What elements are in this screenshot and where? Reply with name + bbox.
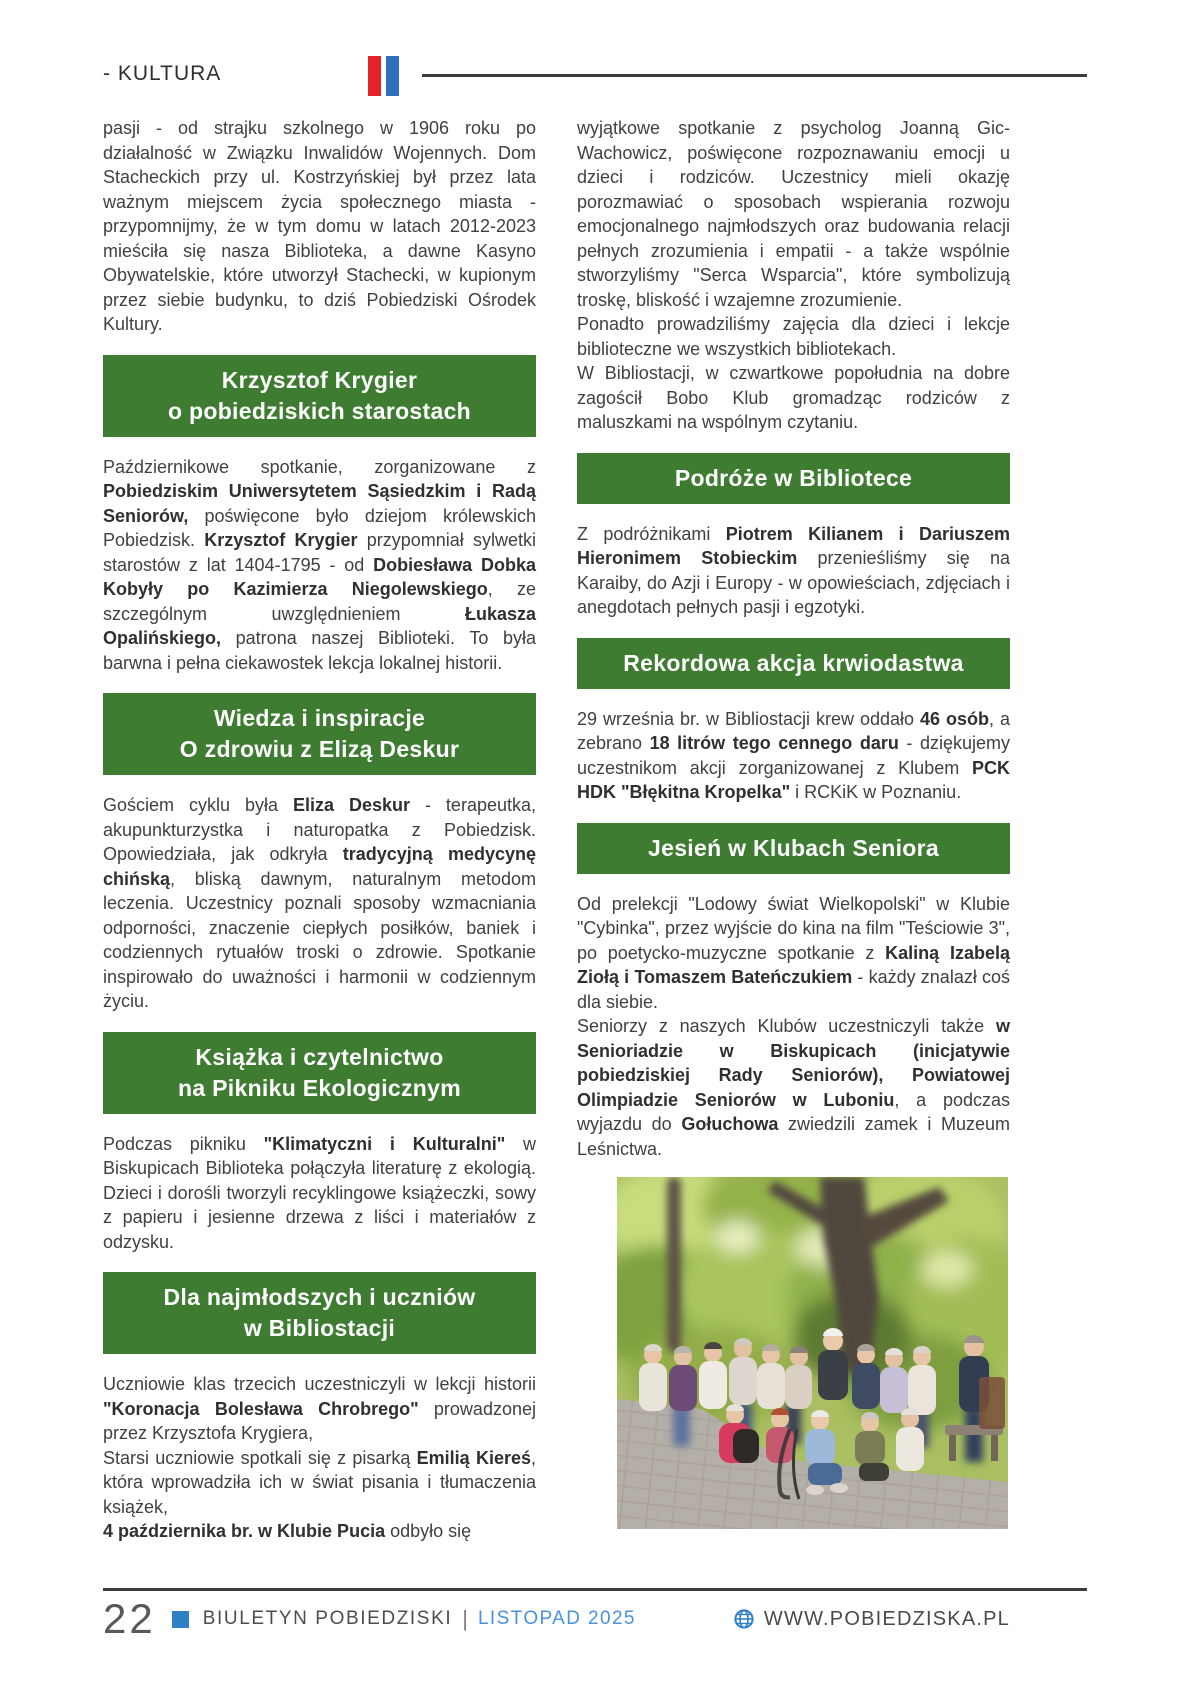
footer-square-icon (172, 1611, 189, 1628)
section-heading: Jesień w Klubach Seniora (577, 823, 1010, 874)
section-heading: Wiedza i inspiracje O zdrowiu z Elizą Deskur (103, 693, 536, 775)
article-paragraph: pasji - od strajku szkolnego w 1906 roku po działalność w Związku Inwalidów Wojennych. Dom Stacheckich przy ul. Kostrzyńskiej był przez lata ważnym miejscem życia społecznego miasta - przypomnijmy, że w tym domu w latach 2012-2023 mieściła się nasza Biblioteka, a dawne Kasyno Obywatelskie, które utworzył Stachecki, w kupionym przez siebie budynku, to dziś Pobiedziski Ośrodek Kultury. (103, 118, 536, 334)
footer-separator: | (462, 1606, 468, 1631)
article-photo-seniors-group-under-trees (617, 1177, 1008, 1529)
article-paragraph: Październikowe spotkanie, zorganizowane z Pobiedziskim Uniwersytetem Sąsiedzkim i Radą Seniorów, poświęcone było dziejom królewskich Pobiedzisk. Krzysztof Krygier przypomniał sylwetki starostów z lat 1404-1795 - od Dobiesława Dobka Kobyły po Kazimierza Niegolewskiego, ze szczególnym uwzględnieniem Łukasza Opalińskiego, patrona naszej Biblioteki. To była barwna i pełna ciekawostek lekcja lokalnej historii. (103, 456, 537, 673)
page-number: 22 (103, 1595, 156, 1642)
footer (103, 1595, 1010, 1642)
section-heading: Podróże w Bibliotece (577, 453, 1010, 504)
right-column (577, 116, 1010, 1529)
article-paragraph: 29 września br. w Bibliostacji krew oddało 46 osób, a zebrano 18 litrów tego cennego daru - dziękujemy uczestnikom akcji zorganizowanej z Klubem PCK HDK "Błękitna Kropelka" i RCKiK w Poznaniu. (577, 708, 1010, 802)
article-paragraph: Gościem cyklu była Eliza Deskur - terapeutka, akupunkturzystka i naturopatka z Pobiedzisk. Opowiedziała, jak odkryła tradycyjną medycynę chińską, bliską dawnym, naturalnym metodom leczenia. Uczestnicy poznali sposoby wzmacniania odporności, znaczenie ciepłych posiłków, baniek i codziennych rytuałów troski o zdrowie. Spotkanie inspirowało do uważności i harmonii w codziennym życiu. (103, 795, 536, 1011)
article-paragraph: Z podróżnikami Piotrem Kilianem i Dariuszem Hieronimem Stobieckim przenieśliśmy się na Karaiby, do Azji i Europy - w opowieściach, zdjęciach i anegdotach pełnych pasji i egzotyki. (577, 523, 1010, 617)
website-text: WWW.POBIEDZISKA.PL (763, 1607, 1010, 1630)
section-heading: Dla najmłodszych i uczniów w Bibliostacji (103, 1272, 536, 1354)
globe-icon (734, 1609, 754, 1629)
flag-red-bar (368, 56, 381, 96)
left-column (103, 116, 536, 1544)
issue-date: LISTOPAD 2025 (477, 1608, 636, 1629)
section-heading: Książka i czytelnictwo na Pikniku Ekologicznym (103, 1032, 536, 1114)
section-label: - KULTURA (103, 62, 222, 85)
flag-blue-bar (386, 56, 399, 96)
article-paragraph: Od prelekcji "Lodowy świat Wielkopolski" w Klubie "Cybinka", przez wyjście do kina na film "Teściowie 3", po poetycko-muzyczne spotkanie z Kaliną Izabelą Ziołą i Tomaszem Bateńczukiem - każdy znalazł coś dla siebie. Seniorzy z naszych Klubów uczestniczyli także w Senioriadzie w Biskupicach (inicjatywie pobiedziskiej Rady Seniorów), Powiatowej Olimpiadzie Seniorów w Luboniu, a podczas wyjazdu do Gołuchowa zwiedzili zamek i Muzeum Leśnictwa. (577, 893, 1011, 1159)
article-paragraph: Uczniowie klas trzecich uczestniczyli w lekcji historii "Koronacja Bolesława Chrobrego" prowadzonej przez Krzysztofa Krygiera, Starsi uczniowie spotkali się z pisarką Emilią Kiereś, która wprowadziła ich w świat pisania i tłumaczenia książek, 4 października br. w Klubie Pucia odbyło się (103, 1374, 537, 1541)
section-heading: Rekordowa akcja krwiodastwa (577, 638, 1010, 689)
flag-icon (368, 56, 399, 96)
footer-rule (103, 1588, 1087, 1591)
bulletin-name: BIULETYN POBIEDZISKI (202, 1608, 453, 1629)
section-heading: Krzysztof Krygier o pobiedziskich starostach (103, 355, 536, 437)
article-paragraph: Podczas pikniku "Klimatyczni i Kulturalni" w Biskupicach Biblioteka połączyła literaturę z ekologią. Dzieci i dorośli tworzyli recyklingowe książeczki, sowy z papieru i jesienne drzewa z liści i materiałów z odzysku. (103, 1133, 536, 1252)
header-rule (422, 74, 1087, 77)
article-paragraph: wyjątkowe spotkanie z psycholog Joanną Gic-Wachowicz, poświęcone rozpoznawaniu emocji u dzieci i rodziców. Uczestnicy mieli okazję porozmawiać o sposobach wspierania rozwoju emocjonalnego najmłodszych oraz budowania relacji pełnych zrozumienia i empatii - a także wspólnie stworzyliśmy "Serca Wsparcia", które symbolizują troskę, bliskość i wzajemne zrozumienie. Ponadto prowadziliśmy zajęcia dla dzieci i lekcje biblioteczne we wszystkich bibliotekach. W Bibliostacji, w czwartkowe popołudnia na dobre zagościł Bobo Klub gromadząc rodziców z maluszkami na wspólnym czytaniu. (577, 118, 1010, 432)
